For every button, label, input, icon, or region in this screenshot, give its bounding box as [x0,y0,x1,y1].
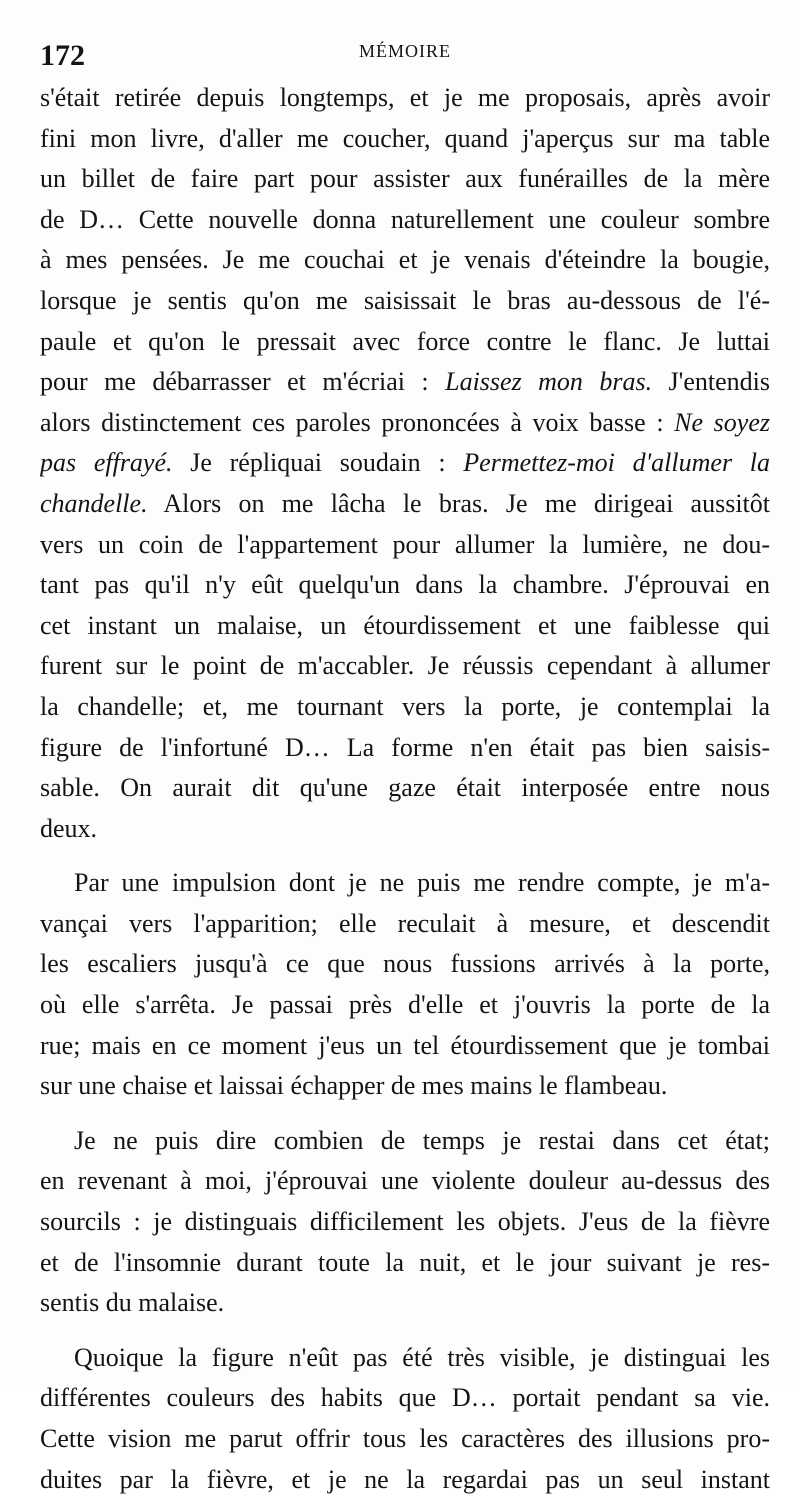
paragraph [40,1121,770,1324]
text-line [40,443,770,484]
text-run: lorsque je sentis qu'on me saisissait le bras au-dessous de l'é- [40,285,770,315]
text-line [40,240,770,281]
text-run: cet instant un malaise, un étourdissement et une faiblesse qui [40,610,770,640]
text-run: tant pas qu'il n'y eût quelqu'un dans la chambre. J'éprouvai en [40,570,770,600]
italic-text: Ne soyez [674,407,770,437]
text-run: en revenant à moi, j'éprouvai une violente douleur au-dessus des [40,1166,770,1196]
text-run: duites par la fièvre, et je ne la regardai pas un seul instant [40,1464,770,1494]
text-run: figure de l'infortuné D… La forme n'en était pas bien saisis- [40,732,770,762]
text-run: sable. On aurait dit qu'une gaze était interposée entre nous [40,773,770,803]
text-run: la chandelle; et, me tournant vers la porte, je contemplai la [40,691,770,721]
text-line [40,78,770,119]
text-line [40,1460,770,1500]
text-run: Cette vision me parut offrir tous les caractères des illusions pro- [40,1424,770,1453]
text-line [40,1338,770,1379]
text-line [40,281,770,322]
paragraph-gap [40,1107,770,1121]
text-run: Quoique la figure n'eût pas été très visible, je distinguai les [74,1342,770,1372]
text-run: furent sur le point de m'accabler. Je réussis cependant à allumer [40,651,770,681]
text-run: alors distinctement ces paroles prononcées à voix basse : [40,407,675,437]
text-line [40,646,770,687]
paragraph [40,1338,770,1500]
text-line [40,904,770,945]
text-run: Par une impulsion dont je ne puis me rendre compte, je m'a- [74,868,770,898]
text-line [40,687,770,728]
page-number: 172 [40,39,85,72]
text-run: sur une chaise et laissai échapper de mes mains le flambeau. [40,1071,668,1101]
text-line [40,1161,770,1202]
text-run: pour me débarrasser et m'écriai : [40,367,446,397]
text-line [40,1202,770,1243]
text-run: et de l'insomnie durant toute la nuit, et le jour suivant je res- [40,1247,770,1277]
text-run: Je ne puis dire combien de temps je restai dans cet état; [74,1125,770,1155]
text-line [40,484,770,525]
text-run: paule et qu'on le pressait avec force contre le flanc. Je luttai [40,326,770,356]
text-run: sentis du malaise. [40,1288,225,1318]
text-line [40,863,770,904]
text-line [40,809,770,850]
text-run: deux. [40,813,98,843]
text-line [40,565,770,606]
text-line [40,1419,770,1460]
text-line [40,322,770,363]
text-run: de D… Cette nouvelle donna naturellement une couleur sombre [40,204,770,234]
text-run: où elle s'arrêta. Je passai près d'elle et j'ouvris la porte de la [40,990,770,1020]
text-run: J'entendis [652,367,770,397]
text-run: les escaliers jusqu'à ce que nous fussions arrivés à la porte, [40,949,770,979]
text-line [40,159,770,200]
text-line [40,1243,770,1284]
text-run: s'était retirée depuis longtemps, et je me proposais, après avoir [40,83,770,112]
text-run: rue; mais en ce moment j'eus un tel étourdissement que je tombai [40,1030,770,1060]
body-text [40,78,770,1500]
running-title: MÉMOIRE [359,41,451,61]
text-line [40,728,770,769]
text-line [40,525,770,566]
text-line [40,200,770,241]
italic-text: chandelle. [40,488,148,518]
text-line [40,403,770,444]
paragraph-gap [40,1324,770,1338]
running-head [40,36,770,76]
text-line [40,1066,770,1107]
paragraph [40,863,770,1107]
text-run: Je répliquai soudain : [172,448,464,478]
text-line [40,606,770,647]
text-run: vers un coin de l'appartement pour allumer la lumière, ne dou- [40,529,770,559]
text-line [40,1026,770,1067]
text-run: Alors on me lâcha le bras. Je me dirigeai aussitôt [147,488,770,518]
text-line [40,944,770,985]
text-run: vançai vers l'apparition; elle reculait à mesure, et descendit [40,908,770,938]
text-line [40,1121,770,1162]
text-run: différentes couleurs des habits que D… portait pendant sa vie. [40,1383,770,1413]
text-run: un billet de faire part pour assister aux funérailles de la mère [40,164,770,194]
text-line [40,1283,770,1324]
paragraph-gap [40,849,770,863]
text-line [40,119,770,160]
italic-text: Permettez-moi d'allumer la [463,448,770,478]
text-line [40,768,770,809]
italic-text: pas effrayé. [40,448,173,478]
italic-text: Laissez mon bras. [445,367,653,397]
text-line [40,362,770,403]
text-line [40,985,770,1026]
text-run: sourcils : je distinguais difficilement les objets. J'eus de la fièvre [40,1207,770,1237]
text-line [40,1378,770,1419]
paragraph [40,78,770,849]
text-run: à mes pensées. Je me couchai et je venais d'éteindre la bougie, [40,245,770,275]
text-run: fini mon livre, d'aller me coucher, quand j'aperçus sur ma table [40,123,770,153]
